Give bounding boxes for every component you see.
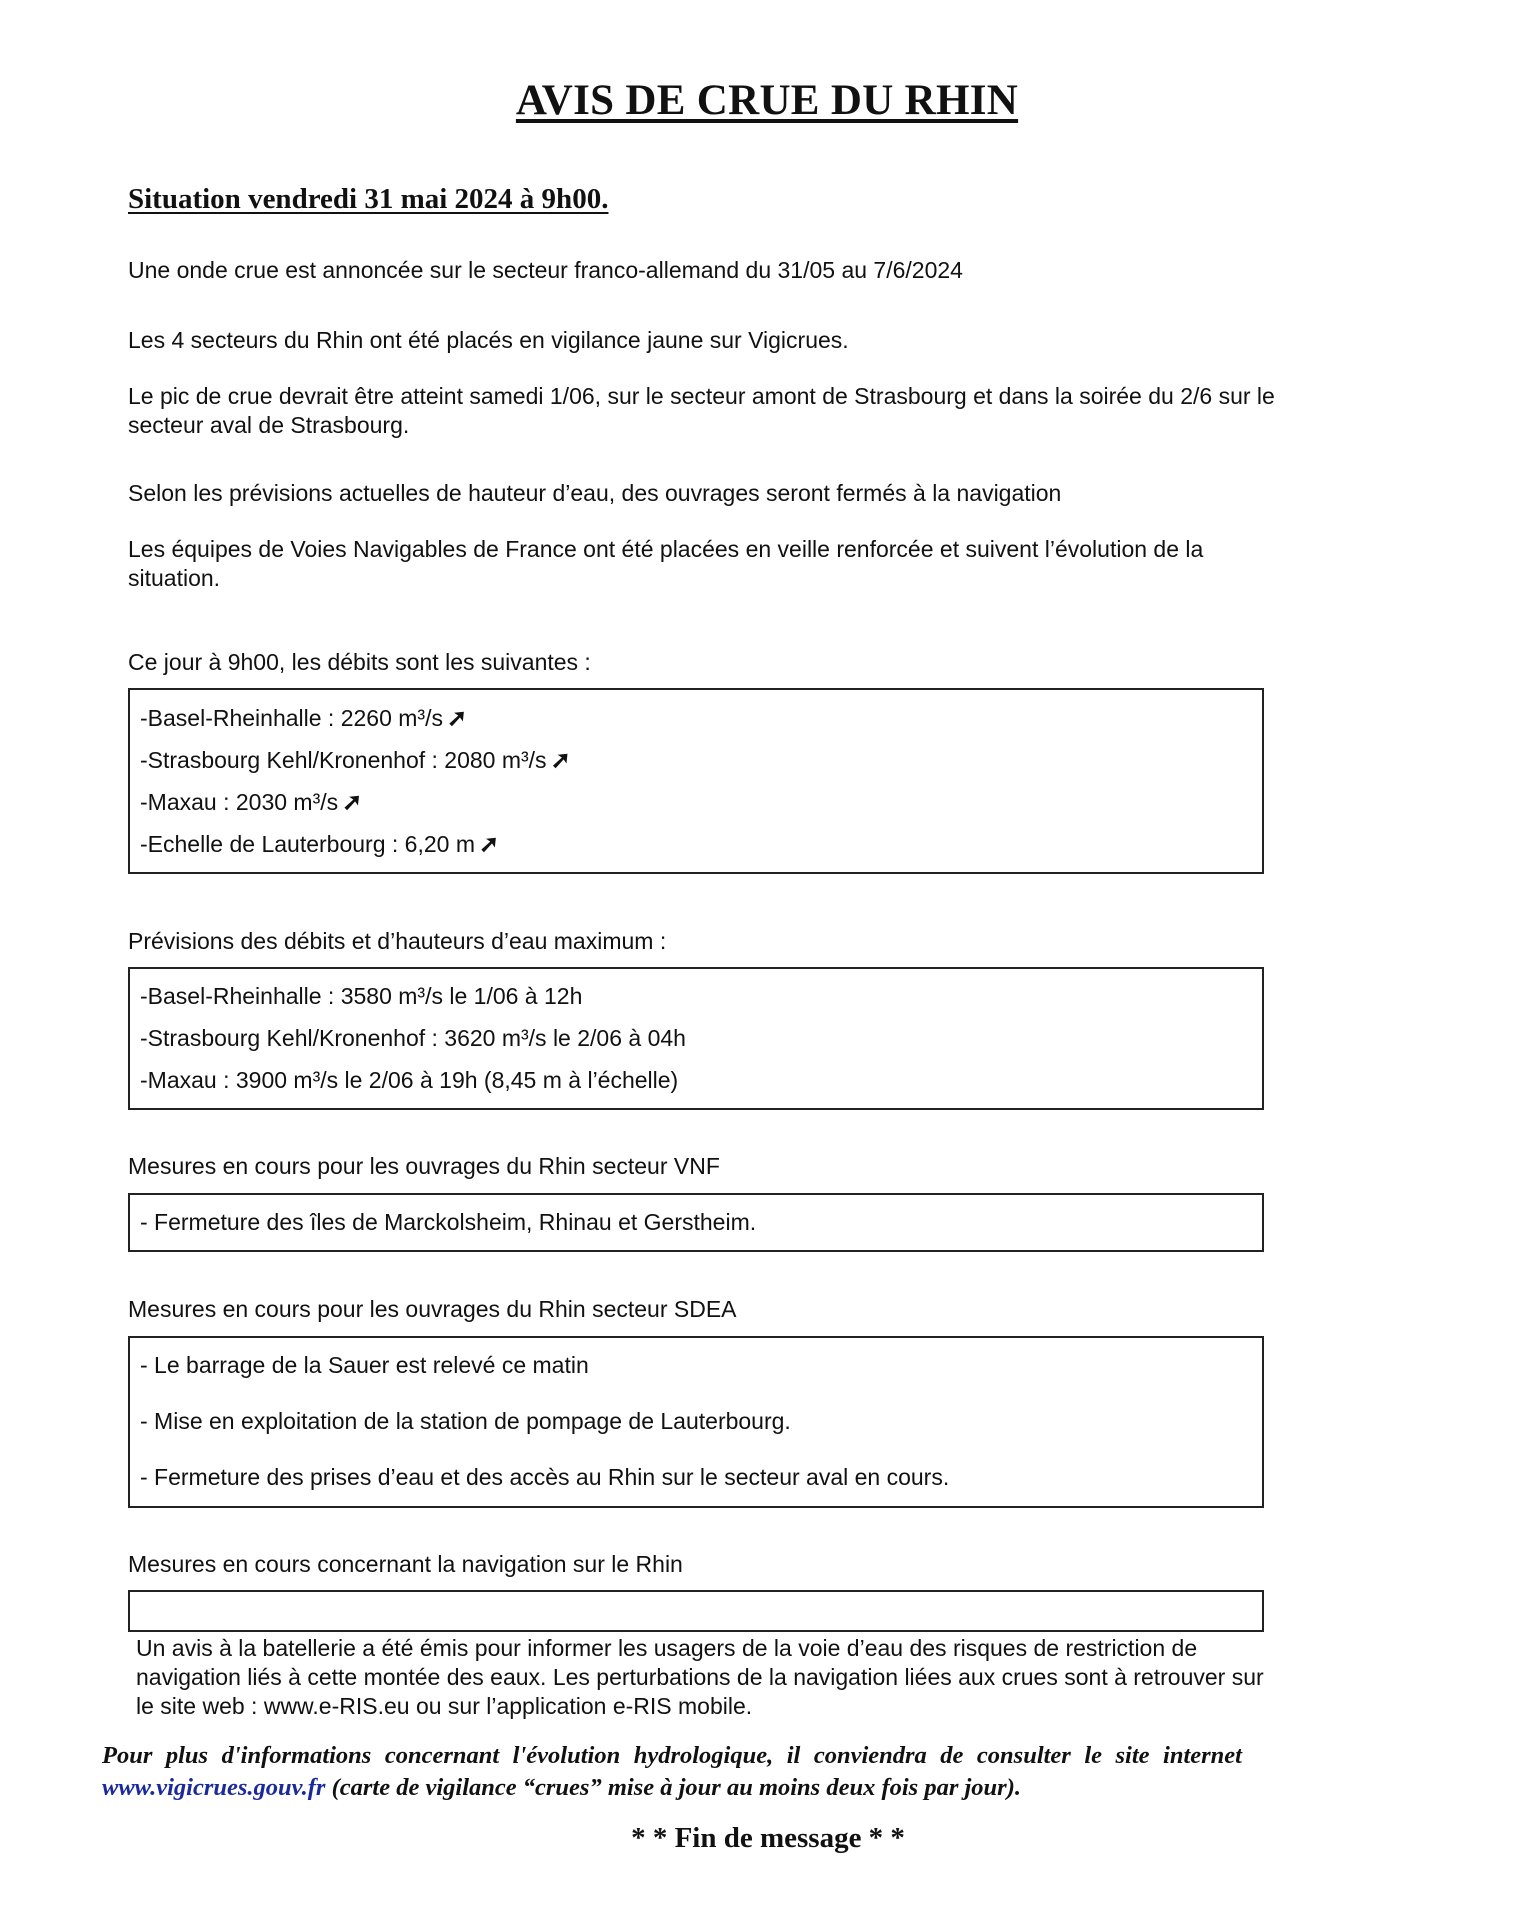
navigation-text: Un avis à la batellerie a été émis pour informer les usagers de la voie d’eau des risques de restriction de navigation liés à cette montée des eaux. Les perturbations de la navigation liées aux crues sont à retrouver sur le site web : www.e-RIS.eu ou sur l’application e-RIS mobile. [136,1635,1264,1719]
debit-item: -Basel-Rheinhalle : 2260 m³/s ➚ [140,705,468,732]
trend-up-icon: ➚ [550,747,571,774]
navigation-heading: Mesures en cours concernant la navigation sur le Rhin [128,1551,683,1577]
debit-item: -Strasbourg Kehl/Kronenhof : 2080 m³/s ➚ [140,747,571,774]
previsions-heading: Prévisions des débits et d’hauteurs d’eau maximum : [128,928,667,954]
paragraph-pic-crue: Le pic de crue devrait être atteint samedi 1/06, sur le secteur amont de Strasbourg et dans la soirée du 2/6 sur le secteur aval de Strasbourg. [128,383,1275,438]
page-title: AVIS DE CRUE DU RHIN [515,77,1019,124]
trend-up-icon: ➚ [478,831,500,858]
debits-box [128,688,1264,874]
sdea-item: - Mise en exploitation de la station de pompage de Lauterbourg. [140,1408,791,1434]
debits-heading: Ce jour à 9h00, les débits sont les suivantes : [128,649,591,675]
end-message: * * Fin de message * * [631,1822,905,1854]
debit-item: -Maxau : 2030 m³/s ➚ [140,789,363,816]
paragraph-vigilance: Les 4 secteurs du Rhin ont été placés en vigilance jaune sur Vigicrues. [128,327,849,353]
vnf-box [128,1193,1264,1252]
prevision-item: -Basel-Rheinhalle : 3580 m³/s le 1/06 à 12h [140,983,583,1009]
navigation-box [128,1590,1264,1632]
sdea-box [128,1336,1264,1508]
sdea-item: - Fermeture des prises d’eau et des accès au Rhin sur le secteur aval en cours. [140,1464,950,1490]
debit-item: -Echelle de Lauterbourg : 6,20 m ➚ [140,831,500,858]
sdea-heading: Mesures en cours pour les ouvrages du Rhin secteur SDEA [128,1296,737,1322]
paragraph-onde-crue: Une onde crue est annoncée sur le secteur franco-allemand du 31/05 au 7/6/2024 [128,257,963,283]
prevision-item: -Strasbourg Kehl/Kronenhof : 3620 m³/s le 2/06 à 04h [140,1025,686,1051]
footer-info: Pour plus d'informations concernant l'évolution hydrologique, il conviendra de consulter le site internet www.vigicrues.gouv.fr (carte de vigilance “crues” mise à jour au moins deux fois par jour). [102,1742,1242,1801]
trend-up-icon: ➚ [446,705,468,732]
vigicrues-link[interactable]: www.vigicrues.gouv.fr [102,1774,326,1801]
sdea-item: - Le barrage de la Sauer est relevé ce matin [140,1352,589,1378]
vnf-item: - Fermeture des îles de Marckolsheim, Rhinau et Gerstheim. [140,1209,757,1235]
vnf-heading: Mesures en cours pour les ouvrages du Rhin secteur VNF [128,1153,720,1179]
trend-up-icon: ➚ [342,789,363,816]
prevision-item: -Maxau : 3900 m³/s le 2/06 à 19h (8,45 m à l’échelle) [140,1067,679,1093]
situation-heading: Situation vendredi 31 mai 2024 à 9h00. [128,183,609,215]
paragraph-equipes-vnf: Les équipes de Voies Navigables de France ont été placées en veille renforcée et suivent l’évolution de la situation. [128,536,1204,591]
paragraph-ouvrages: Selon les prévisions actuelles de hauteur d’eau, des ouvrages seront fermés à la navigation [128,480,1062,506]
previsions-box [128,967,1264,1110]
